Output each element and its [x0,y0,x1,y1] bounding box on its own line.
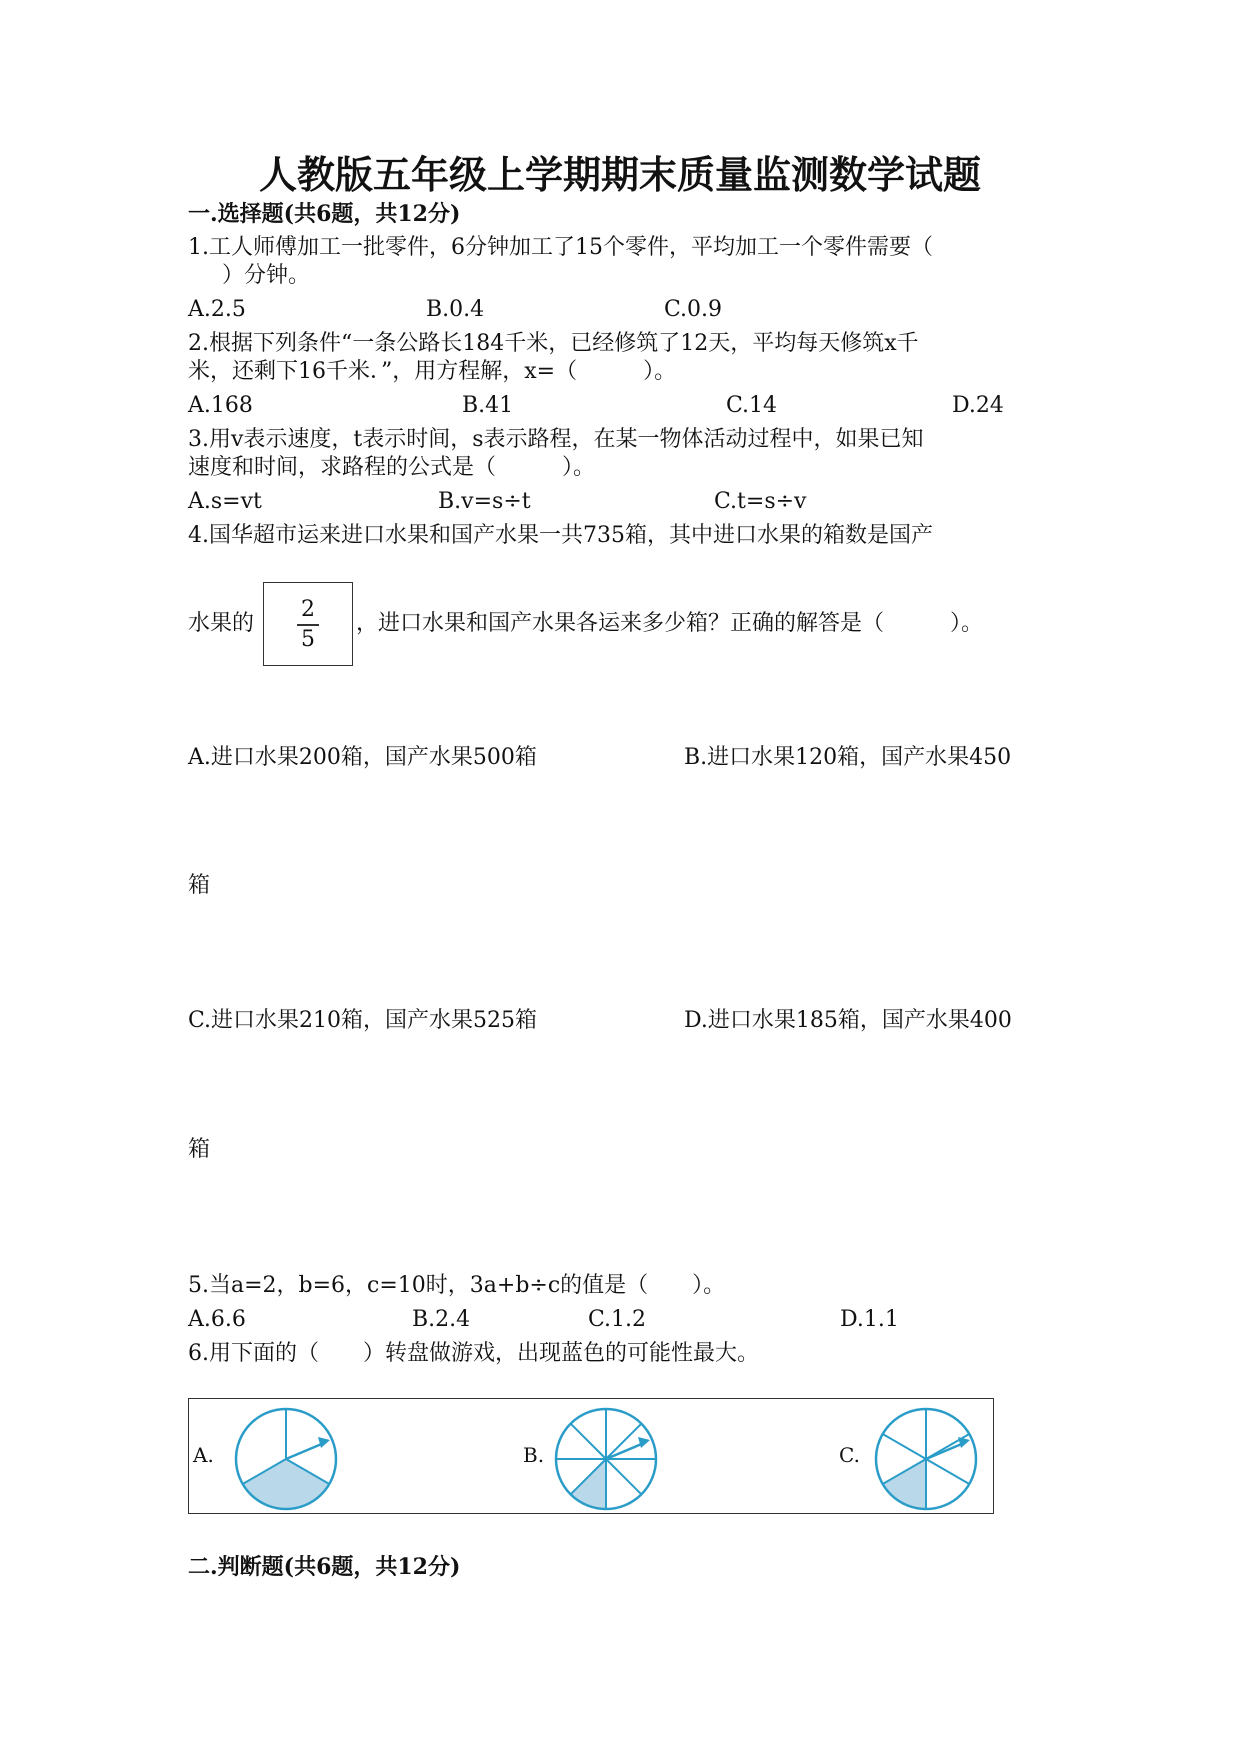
shaded-sector [243,1459,330,1509]
question-1-option-b: B.0.4 [426,297,485,322]
question-4-option-b-cont: 箱 [188,873,211,898]
shaded-sector [571,1459,606,1509]
question-5-option-b: B.2.4 [412,1307,471,1332]
question-3-text: 3.用v表示速度，t表示时间，s表示路程，在某一物体活动过程中，如果已知 [188,427,924,452]
section-heading-judgement: 二.判断题(共6题，共12分) [188,1554,461,1580]
pointer-line [606,1443,644,1459]
question-3-text-cont: 速度和时间，求路程的公式是（ ）。 [188,455,596,480]
question-2-text: 2.根据下列条件“一条公路长184千米，已经修筑了12天，平均每天修筑x千 [188,331,919,356]
fraction-image [263,582,353,666]
question-6-text: 6.用下面的（ ）转盘做游戏，出现蓝色的可能性最大。 [188,1341,759,1366]
question-5-option-d: D.1.1 [840,1307,899,1332]
question-2-text-cont: 米，还剩下16千米．”，用方程解，x=（ ）。 [188,359,677,384]
question-4-text: 4.国华超市运来进口水果和国产水果一共735箱，其中进口水果的箱数是国产 [188,523,933,548]
spinner-figure [188,1398,994,1514]
question-3-option-c: C.t=s÷v [714,489,807,514]
pointer-head [318,1437,330,1448]
pointer-line [286,1443,324,1459]
question-4-option-d: D.进口水果185箱，国产水果400 [684,1008,1012,1033]
spinner-b [551,1404,661,1514]
fraction-denominator: 5 [301,627,315,652]
question-2-option-b: B.41 [462,393,514,418]
spinner-b-label: B. [523,1443,545,1467]
sector-divider [926,1459,969,1484]
question-4-text-before-fraction: 水果的 [188,611,255,636]
question-3-option-b: B.v=s÷t [438,489,531,514]
section-heading-choice: 一.选择题(共6题，共12分) [188,201,461,227]
question-4-option-b: B.进口水果120箱，国产水果450 [684,745,1012,770]
question-4-option-d-cont: 箱 [188,1137,211,1162]
fraction-bar [297,624,319,626]
question-1-text: 1.工人师傅加工一批零件，6分钟加工了15个零件，平均加工一个零件需要（ [188,235,933,260]
page-title: 人教版五年级上学期期末质量监测数学试题 [258,152,981,197]
pointer-head [958,1437,970,1448]
question-1-option-c: C.0.9 [664,297,723,322]
question-4-option-c: C.进口水果210箱，国产水果525箱 [188,1008,538,1033]
sector-divider [606,1424,641,1459]
fraction-numerator: 2 [301,597,315,622]
question-2-option-d: D.24 [952,393,1004,418]
spinner-a-label: A. [193,1443,214,1467]
sector-divider [883,1434,926,1459]
question-2-option-a: A.168 [188,393,253,418]
shaded-sector [883,1459,926,1509]
pointer-head [638,1437,650,1448]
spinner-a [231,1404,341,1514]
spinner-c-label: C. [839,1443,860,1467]
question-4-option-a: A.进口水果200箱，国产水果500箱 [188,745,537,770]
question-1-text-cont: ）分钟。 [222,263,311,288]
question-5-option-c: C.1.2 [588,1307,647,1332]
sector-divider [571,1424,606,1459]
question-3-option-a: A.s=vt [188,489,262,514]
pointer-line [926,1443,964,1459]
question-1-option-a: A.2.5 [188,297,246,322]
question-5-text: 5.当a=2，b=6，c=10时，3a+b÷c的值是（ ）。 [188,1273,726,1298]
sector-divider [606,1459,641,1494]
question-2-option-c: C.14 [726,393,778,418]
question-5-option-a: A.6.6 [188,1307,246,1332]
question-4-text-after-fraction: ，进口水果和国产水果各运来多少箱？正确的解答是（ ）。 [356,611,984,636]
spinner-c [871,1404,981,1514]
